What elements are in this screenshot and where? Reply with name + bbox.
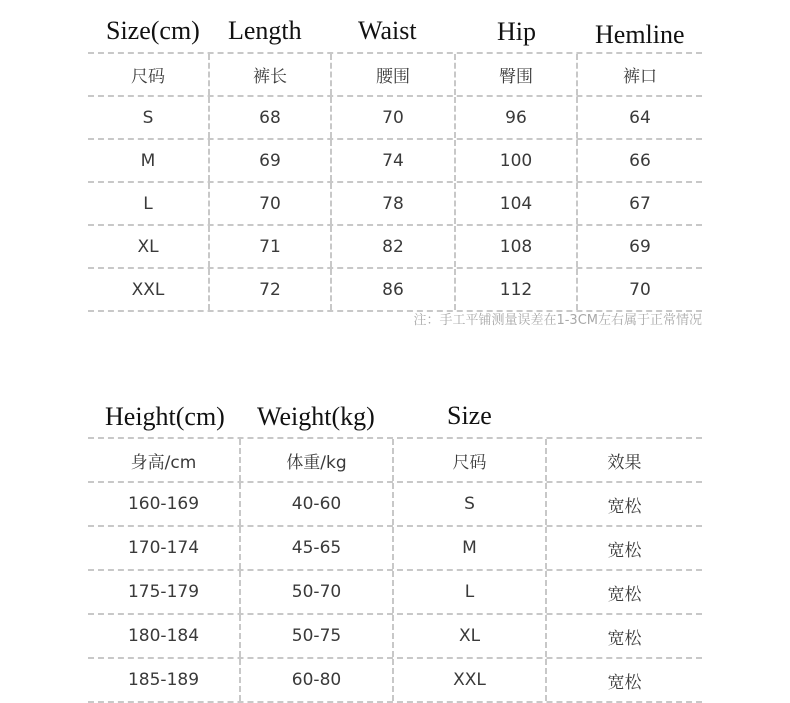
cell-hemline: 67 xyxy=(629,193,651,214)
cell-waist: 82 xyxy=(332,226,456,267)
cell-size: XL xyxy=(88,226,210,267)
cell-length: 71 xyxy=(210,226,332,267)
table-row xyxy=(88,527,702,571)
en-header-size-2: Size xyxy=(447,401,492,430)
en-header-height: Height(cm) xyxy=(105,402,225,431)
cell-fit: 宽松 xyxy=(607,540,642,561)
cell-fit: 宽松 xyxy=(607,496,642,517)
table-row xyxy=(88,571,702,615)
table-row xyxy=(88,269,702,312)
cell-weight: 60-80 xyxy=(241,659,394,701)
table-row xyxy=(88,615,702,659)
cell-weight: 50-75 xyxy=(241,615,394,657)
cell-weight: 45-65 xyxy=(241,527,394,569)
cell-hip: 104 xyxy=(456,183,578,224)
cell-weight: 40-60 xyxy=(241,483,394,525)
header-size: 尺码 xyxy=(394,439,547,481)
cell-size: L xyxy=(88,183,210,224)
cell-fit: 宽松 xyxy=(607,584,642,605)
cell-weight: 50-70 xyxy=(241,571,394,613)
cell-hip: 108 xyxy=(456,226,578,267)
cell-waist: 74 xyxy=(332,140,456,181)
en-header-waist: Waist xyxy=(358,16,417,45)
cell-length: 68 xyxy=(210,97,332,138)
cell-waist: 86 xyxy=(332,269,456,310)
cell-length: 69 xyxy=(210,140,332,181)
cell-size: L xyxy=(394,571,547,613)
cell-size: XL xyxy=(394,615,547,657)
table-row xyxy=(88,659,702,703)
cell-length: 70 xyxy=(210,183,332,224)
cell-size: M xyxy=(88,140,210,181)
size-measurement-table xyxy=(88,52,702,312)
cell-size: S xyxy=(394,483,547,525)
header-waist: 腰围 xyxy=(332,54,456,95)
cell-waist: 70 xyxy=(332,97,456,138)
en-header-hemline: Hemline xyxy=(595,20,685,49)
table-row xyxy=(88,140,702,183)
header-fit: 效果 xyxy=(607,452,642,473)
table-header-row xyxy=(88,439,702,483)
cell-waist: 78 xyxy=(332,183,456,224)
table-row xyxy=(88,97,702,140)
cell-hip: 112 xyxy=(456,269,578,310)
header-hemline: 裤口 xyxy=(623,67,657,87)
en-header-hip: Hip xyxy=(497,17,536,46)
cell-size: XXL xyxy=(88,269,210,310)
cell-height: 170-174 xyxy=(88,527,241,569)
header-height: 身高/cm xyxy=(88,439,241,481)
table-header-row xyxy=(88,54,702,97)
cell-hemline: 66 xyxy=(629,150,651,171)
cell-hemline: 69 xyxy=(629,236,651,257)
cell-size: M xyxy=(394,527,547,569)
cell-hemline: 64 xyxy=(629,107,651,128)
cell-height: 185-189 xyxy=(88,659,241,701)
table-row xyxy=(88,226,702,269)
cell-height: 180-184 xyxy=(88,615,241,657)
cell-size: S xyxy=(88,97,210,138)
cell-length: 72 xyxy=(210,269,332,310)
table-row xyxy=(88,483,702,527)
header-hip: 臀围 xyxy=(456,54,578,95)
cell-height: 160-169 xyxy=(88,483,241,525)
header-weight: 体重/kg xyxy=(241,439,394,481)
cell-fit: 宽松 xyxy=(607,672,642,693)
cell-hip: 96 xyxy=(456,97,578,138)
cell-fit: 宽松 xyxy=(607,628,642,649)
en-header-size: Size(cm) xyxy=(106,16,200,45)
header-length: 裤长 xyxy=(210,54,332,95)
cell-hemline: 70 xyxy=(629,279,651,300)
cell-hip: 100 xyxy=(456,140,578,181)
table-row xyxy=(88,183,702,226)
size-recommendation-table xyxy=(88,437,702,703)
cell-height: 175-179 xyxy=(88,571,241,613)
measurement-note: 注：手工平铺测量误差在1-3CM左右属于正常情况 xyxy=(413,313,702,328)
en-header-length: Length xyxy=(228,16,302,45)
header-size: 尺码 xyxy=(88,54,210,95)
cell-size: XXL xyxy=(394,659,547,701)
en-header-weight: Weight(kg) xyxy=(257,402,375,431)
